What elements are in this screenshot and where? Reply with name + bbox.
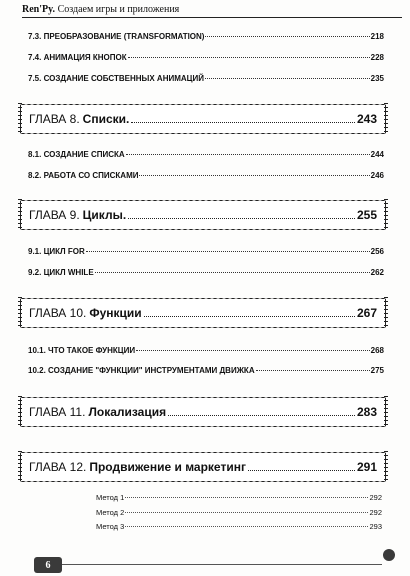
toc-subentry-page: 292 bbox=[369, 493, 382, 502]
frame-edge bbox=[18, 451, 22, 483]
toc-entry[interactable] bbox=[28, 366, 384, 375]
toc-entry-label: 9.2. ЦИКЛ WHILE bbox=[28, 268, 94, 277]
toc-entry-page: 228 bbox=[370, 53, 384, 62]
dot-leader bbox=[86, 251, 370, 252]
toc-entry-label: 7.3. ПРЕОБРАЗОВАНИЕ (TRANSFORMATION) bbox=[28, 32, 205, 41]
chapter-heading-11[interactable] bbox=[20, 397, 386, 427]
dot-leader bbox=[248, 470, 355, 471]
chapter-page: 283 bbox=[356, 405, 377, 419]
dot-leader bbox=[139, 175, 369, 176]
chapter-title: Функции bbox=[89, 306, 142, 320]
dot-leader bbox=[256, 370, 370, 371]
frame-edge bbox=[384, 297, 388, 329]
chapter-title: Локализация bbox=[88, 405, 167, 419]
toc-entry-label: 7.4. АНИМАЦИЯ КНОПОК bbox=[28, 53, 127, 62]
dot-leader bbox=[205, 36, 369, 37]
chapter-title: Списки. bbox=[82, 112, 130, 126]
chapter-number: ГЛАВА 8. bbox=[29, 112, 80, 126]
corner-dot-icon bbox=[383, 549, 395, 561]
dot-leader bbox=[95, 272, 370, 273]
frame-edge bbox=[18, 396, 22, 428]
toc-entry[interactable] bbox=[28, 268, 384, 277]
toc-entry-label: 7.5. СОЗДАНИЕ СОБСТВЕННЫХ АНИМАЦИЙ bbox=[28, 74, 204, 83]
dot-leader bbox=[125, 512, 368, 513]
dot-leader bbox=[128, 218, 355, 219]
dot-leader bbox=[205, 78, 370, 79]
chapter-heading-12[interactable] bbox=[20, 452, 386, 482]
chapter-page: 255 bbox=[356, 208, 377, 222]
dot-leader bbox=[168, 415, 355, 416]
toc-entry[interactable] bbox=[28, 247, 384, 256]
toc-entry-page: 262 bbox=[370, 268, 384, 277]
chapter-number: ГЛАВА 10. bbox=[29, 306, 87, 320]
frame-edge bbox=[18, 199, 22, 231]
toc-entry-label: 8.1. СОЗДАНИЕ СПИСКА bbox=[28, 150, 125, 159]
book-title: Ren'Py. bbox=[22, 4, 56, 15]
dot-leader bbox=[126, 154, 370, 155]
chapter-heading-10[interactable] bbox=[20, 298, 386, 328]
frame-edge bbox=[18, 103, 22, 135]
frame-edge bbox=[18, 297, 22, 329]
toc-entry-page: 235 bbox=[370, 74, 384, 83]
toc-entry[interactable] bbox=[28, 74, 384, 83]
dot-leader bbox=[128, 57, 370, 58]
chapter-number: ГЛАВА 12. bbox=[29, 460, 87, 474]
toc-subentry[interactable] bbox=[96, 493, 382, 502]
chapter-title: Циклы. bbox=[82, 208, 127, 222]
toc-entry-label: 9.1. ЦИКЛ FOR bbox=[28, 247, 85, 256]
toc-entry-page: 268 bbox=[370, 346, 384, 355]
dot-leader bbox=[131, 122, 355, 123]
toc-subentry[interactable] bbox=[96, 508, 382, 517]
toc-entry-label: 8.2. РАБОТА СО СПИСКАМИ bbox=[28, 171, 139, 180]
toc-entry[interactable] bbox=[28, 32, 384, 41]
toc-subentry-page: 292 bbox=[369, 508, 382, 517]
toc-entry-page: 256 bbox=[370, 247, 384, 256]
dot-leader bbox=[136, 350, 370, 351]
frame-edge bbox=[384, 396, 388, 428]
chapter-heading-8[interactable] bbox=[20, 104, 386, 134]
frame-edge bbox=[384, 199, 388, 231]
toc-subentry[interactable] bbox=[96, 522, 382, 531]
frame-edge bbox=[384, 451, 388, 483]
toc-entry[interactable] bbox=[28, 171, 384, 180]
toc-entry[interactable] bbox=[28, 53, 384, 62]
toc-entry[interactable] bbox=[28, 150, 384, 159]
running-header bbox=[22, 4, 402, 18]
book-subtitle: Создаем игры и приложения bbox=[57, 4, 180, 15]
chapter-number: ГЛАВА 11. bbox=[29, 405, 86, 419]
chapter-page: 291 bbox=[356, 460, 377, 474]
dot-leader bbox=[125, 497, 368, 498]
toc-subentry-label: Метод 2 bbox=[96, 508, 125, 517]
toc-entry-page: 218 bbox=[370, 32, 384, 41]
frame-edge bbox=[384, 103, 388, 135]
chapter-page: 267 bbox=[356, 306, 377, 320]
chapter-number: ГЛАВА 9. bbox=[29, 208, 80, 222]
toc-subentry-label: Метод 1 bbox=[96, 493, 125, 502]
toc-entry-label: 10.2. СОЗДАНИЕ "ФУНКЦИИ" ИНСТРУМЕНТАМИ ДВИЖКА bbox=[28, 366, 255, 375]
chapter-heading-9[interactable] bbox=[20, 200, 386, 230]
toc-entry-page: 246 bbox=[370, 171, 384, 180]
footer-rule bbox=[62, 564, 382, 565]
page-number: 6 bbox=[34, 557, 62, 573]
dot-leader bbox=[144, 316, 355, 317]
chapter-page: 243 bbox=[356, 112, 377, 126]
chapter-title: Продвижение и маркетинг bbox=[89, 460, 246, 474]
toc-entry[interactable] bbox=[28, 346, 384, 355]
toc-entry-page: 275 bbox=[370, 366, 384, 375]
dot-leader bbox=[125, 526, 368, 527]
toc-subentry-label: Метод 3 bbox=[96, 522, 125, 531]
toc-subentry-page: 293 bbox=[369, 522, 382, 531]
toc-entry-page: 244 bbox=[370, 150, 384, 159]
toc-entry-label: 10.1. ЧТО ТАКОЕ ФУНКЦИИ bbox=[28, 346, 136, 355]
